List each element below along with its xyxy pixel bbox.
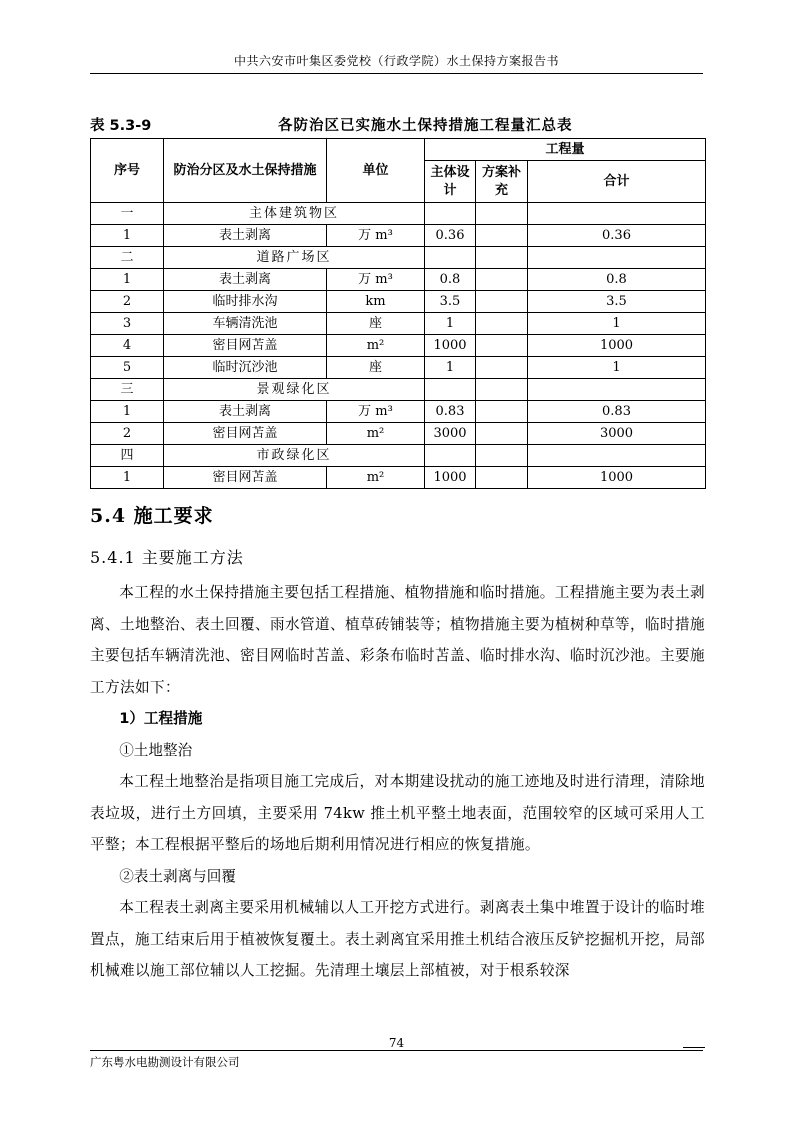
row-index: 1	[91, 467, 164, 489]
row-plan	[476, 313, 528, 335]
table-row	[91, 401, 706, 423]
row-name: 密目网苫盖	[164, 335, 327, 357]
table-row	[91, 291, 706, 313]
page-header: 中共六安市叶集区委党校（行政学院）水土保持方案报告书	[233, 54, 559, 68]
header-main-design: 主体设计	[425, 161, 476, 203]
row-plan	[476, 467, 528, 489]
section-row	[91, 203, 706, 225]
row-name: 密目网苫盖	[164, 467, 327, 489]
row-index: 3	[91, 313, 164, 335]
section-row	[91, 445, 706, 467]
row-name: 密目网苫盖	[164, 423, 327, 445]
section-name: 市政绿化区	[164, 445, 425, 467]
footer-rule	[90, 1050, 703, 1051]
row-plan	[476, 335, 528, 357]
sub-topsoil: ②表土剥离与回覆	[119, 867, 236, 885]
row-main: 1	[425, 313, 476, 335]
table-body	[91, 203, 706, 489]
table-number: 表 5.3-9	[90, 118, 152, 134]
row-name: 临时沉沙池	[164, 357, 327, 379]
row-index: 5	[91, 357, 164, 379]
table-row	[91, 313, 706, 335]
row-unit: 万 m³	[327, 225, 425, 247]
row-unit: m²	[327, 335, 425, 357]
section-name: 主体建筑物区	[164, 203, 425, 225]
table-row	[91, 335, 706, 357]
row-unit: km	[327, 291, 425, 313]
row-main: 1000	[425, 335, 476, 357]
header-measure: 防治分区及水土保持措施	[164, 139, 327, 203]
measures-table	[90, 138, 706, 489]
row-total: 1000	[528, 467, 706, 489]
section-index: 四	[91, 445, 164, 467]
row-unit: 万 m³	[327, 269, 425, 291]
row-total: 3000	[528, 423, 706, 445]
row-plan	[476, 225, 528, 247]
section-name: 道路广场区	[164, 247, 425, 269]
section-name: 景观绿化区	[164, 379, 425, 401]
table-row	[91, 423, 706, 445]
table-row	[91, 269, 706, 291]
row-plan	[476, 357, 528, 379]
row-name: 表土剥离	[164, 269, 327, 291]
row-main: 0.83	[425, 401, 476, 423]
row-name: 临时排水沟	[164, 291, 327, 313]
table-row	[91, 225, 706, 247]
section-heading: 5.4 施工要求	[90, 505, 214, 527]
page-number: 74	[388, 1036, 405, 1050]
row-unit: 座	[327, 357, 425, 379]
land-leveling-paragraph: 本工程土地整治是指项目施工完成后，对本期建设扰动的施工迹地及时进行清理，清除地表垃圾，进行土方回填，主要采用 74kw 推土机平整土地表面，范围较窄的区域可采用人工平整；本工程根据平整后的场地后期利用情况进行相应的恢复措施。	[90, 773, 705, 853]
row-main: 1000	[425, 467, 476, 489]
footer-company: 广东粤水电勘测设计有限公司	[90, 1055, 240, 1069]
header-index: 序号	[91, 139, 164, 203]
header-rule	[90, 73, 703, 74]
row-name: 车辆清洗池	[164, 313, 327, 335]
row-main: 1	[425, 357, 476, 379]
row-index: 4	[91, 335, 164, 357]
header-quantity: 工程量	[425, 139, 706, 161]
row-total: 1000	[528, 335, 706, 357]
row-unit: 万 m³	[327, 401, 425, 423]
table-caption	[90, 114, 703, 136]
row-index: 1	[91, 225, 164, 247]
section-index: 一	[91, 203, 164, 225]
row-total: 3.5	[528, 291, 706, 313]
body-text	[90, 577, 705, 987]
section-index: 三	[91, 379, 164, 401]
row-total: 0.83	[528, 401, 706, 423]
row-main: 3.5	[425, 291, 476, 313]
row-plan	[476, 423, 528, 445]
row-main: 3000	[425, 423, 476, 445]
subsection-heading: 5.4.1 主要施工方法	[90, 548, 244, 567]
row-total: 0.8	[528, 269, 706, 291]
row-unit: m²	[327, 467, 425, 489]
row-index: 1	[91, 269, 164, 291]
row-plan	[476, 291, 528, 313]
table-title: 各防治区已实施水土保持措施工程量汇总表	[278, 118, 573, 134]
header-unit: 单位	[327, 139, 425, 203]
row-index: 2	[91, 423, 164, 445]
header-plan-supplement: 方案补充	[476, 161, 528, 203]
section-row	[91, 379, 706, 401]
row-unit: m²	[327, 423, 425, 445]
row-main: 0.8	[425, 269, 476, 291]
item-engineering-measures: 1）工程措施	[119, 710, 203, 727]
row-index: 1	[91, 401, 164, 423]
sub-land-leveling: ①土地整治	[119, 741, 193, 759]
section-index: 二	[91, 247, 164, 269]
row-plan	[476, 401, 528, 423]
footer-rule-mark	[683, 1047, 705, 1048]
table-row	[91, 467, 706, 489]
header-total: 合计	[528, 161, 706, 203]
row-index: 2	[91, 291, 164, 313]
row-total: 1	[528, 357, 706, 379]
row-plan	[476, 269, 528, 291]
section-row	[91, 247, 706, 269]
table-row	[91, 357, 706, 379]
row-name: 表土剥离	[164, 225, 327, 247]
row-total: 1	[528, 313, 706, 335]
row-total: 0.36	[528, 225, 706, 247]
intro-paragraph: 本工程的水土保持措施主要包括工程措施、植物措施和临时措施。工程措施主要为表土剥离、土地整治、表土回覆、雨水管道、植草砖铺装等；植物措施主要为植树种草等，临时措施主要包括车辆清洗池、密目网临时苫盖、彩条布临时苫盖、临时排水沟、临时沉沙池。主要施工方法如下：	[90, 584, 705, 696]
row-name: 表土剥离	[164, 401, 327, 423]
topsoil-paragraph: 本工程表土剥离主要采用机械辅以人工开挖方式进行。剥离表土集中堆置于设计的临时堆置点，施工结束后用于植被恢复覆土。表土剥离宜采用推土机结合液压反铲挖掘机开挖，局部机械难以施工部位辅以人工挖掘。先清理土壤层上部植被，对于根系较深	[90, 899, 705, 979]
row-unit: 座	[327, 313, 425, 335]
row-main: 0.36	[425, 225, 476, 247]
